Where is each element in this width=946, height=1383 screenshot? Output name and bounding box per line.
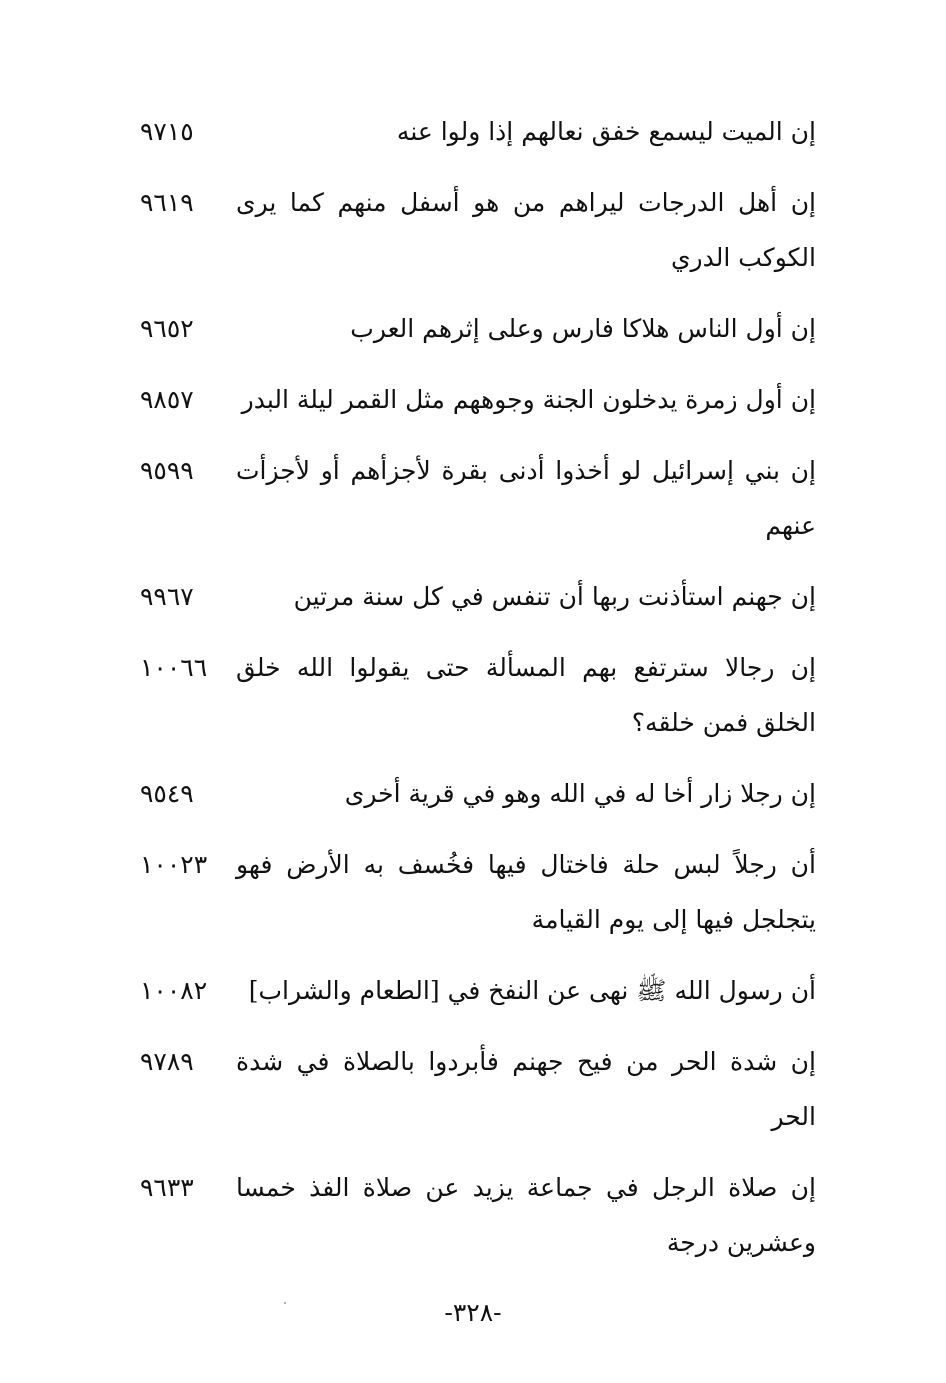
entry-text: إن أول زمرة يدخلون الجنة وجوههم مثل القمر ليلة البدر (241, 385, 816, 414)
index-entry (140, 640, 816, 750)
page-number: -٣٢٨- (444, 1298, 502, 1327)
entry-text: إن رجالا سترتفع بهم المسألة حتى يقولوا الله خلق الخلق فمن خلقه؟ (236, 653, 816, 737)
entry-number: ١٠٠٨٢ (140, 976, 208, 1005)
index-entry (140, 1034, 816, 1144)
entry-text: إن شدة الحر من فيح جهنم فأبردوا بالصلاة في شدة الحر (236, 1047, 816, 1131)
index-entry (140, 1160, 816, 1270)
entry-text: إن أول الناس هلاكا فارس وعلى إثرهم العرب (350, 314, 816, 343)
entry-text: إن رجلا زار أخا له في الله وهو في قرية أخرى (344, 779, 816, 808)
entry-number: ٩٨٥٧ (140, 385, 194, 414)
index-entry (140, 372, 816, 427)
index-entry (140, 569, 816, 624)
index-entry (140, 104, 816, 159)
hadith-index-list (140, 104, 816, 1286)
entry-number: ٩٦١٩ (140, 188, 194, 217)
entry-number: ٩٩٦٧ (140, 582, 194, 611)
entry-number: ٩٧٨٩ (140, 1047, 194, 1076)
entry-number: ٩٧١٥ (140, 117, 194, 146)
entry-number: ١٠٠٢٣ (140, 850, 208, 879)
index-entry (140, 301, 816, 356)
entry-number: ٩٥٤٩ (140, 779, 194, 808)
entry-number: ٩٦٣٣ (140, 1173, 194, 1202)
entry-text: إن صلاة الرجل في جماعة يزيد عن صلاة الفذ خمسا وعشرين درجة (236, 1173, 816, 1257)
index-entry (140, 175, 816, 285)
entry-number: ٩٦٥٢ (140, 314, 194, 343)
index-entry (140, 837, 816, 947)
entry-text: أن رجلاً لبس حلة فاختال فيها فخُسف به الأرض فهو يتجلجل فيها إلى يوم القيامة (236, 850, 816, 934)
entry-text: إن جهنم استأذنت ربها أن تنفس في كل سنة مرتين (293, 582, 816, 611)
index-entry (140, 963, 816, 1018)
entry-text: أن رسول الله ﷺ نهى عن النفخ في [الطعام والشراب] (248, 976, 816, 1005)
entry-text: إن بني إسرائيل لو أخذوا أدنى بقرة لأجزأهم أو لأجزأت عنهم (236, 456, 816, 540)
entry-number: ١٠٠٦٦ (140, 653, 208, 682)
index-entry (140, 766, 816, 821)
entry-number: ٩٥٩٩ (140, 456, 194, 485)
entry-text: إن أهل الدرجات ليراهم من هو أسفل منهم كما يرى الكوكب الدري (236, 188, 816, 272)
index-entry (140, 443, 816, 553)
entry-text: إن الميت ليسمع خفق نعالهم إذا ولوا عنه (396, 117, 816, 146)
